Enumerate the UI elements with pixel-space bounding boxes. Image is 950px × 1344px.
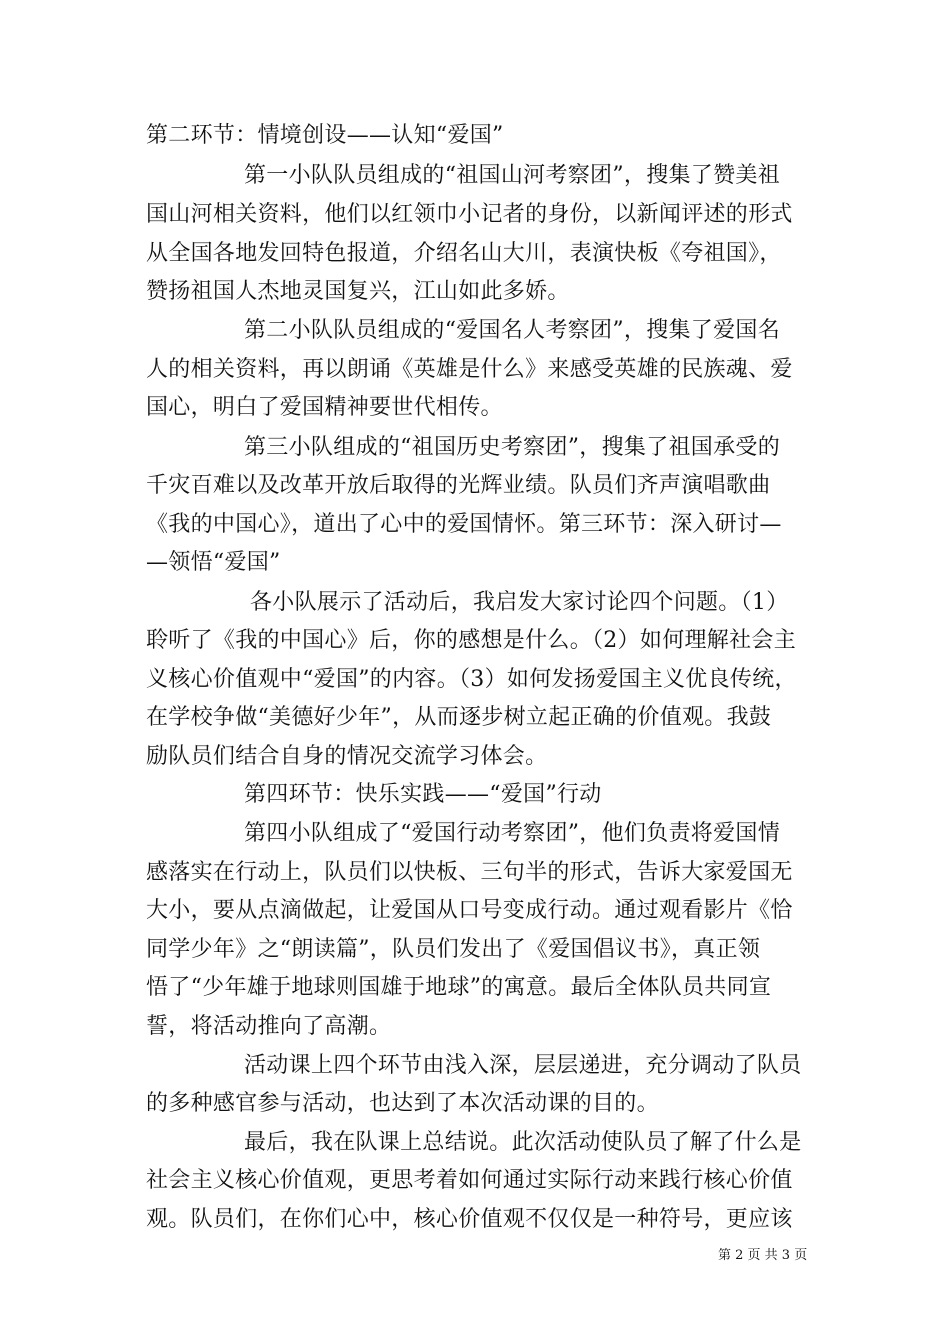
paragraph-line: 赞扬祖国人杰地灵国复兴，江山如此多娇。 xyxy=(146,279,570,304)
paragraph-line: 的多种感官参与活动，也达到了本次活动课的目的。 xyxy=(146,1091,659,1116)
paragraph-line: 最后，我在队课上总结说。此次活动使队员了解了什么是 xyxy=(244,1130,802,1155)
paragraph-line: 誓，将活动推向了高潮。 xyxy=(146,1014,392,1039)
paragraph-line: 《我的中国心》，道出了心中的爱国情怀。第三环节：深入研讨— xyxy=(146,512,782,537)
paragraph-line: 人的相关资料，再以朗诵《英雄是什么》来感受英雄的民族魂、爱 xyxy=(146,357,793,382)
paragraph-line: 活动课上四个环节由浅入深，层层递进，充分调动了队员 xyxy=(244,1053,802,1078)
paragraph-line: 大小，要从点滴做起，让爱国从口号变成行动。通过观看影片《恰 xyxy=(146,898,793,923)
paragraph-line: 第二小队队员组成的“爱国名人考察团”，搜集了爱国名 xyxy=(244,318,780,343)
paragraph-line: 在学校争做“美德好少年”，从而逐步树立起正确的价值观。我鼓 xyxy=(146,705,772,730)
paragraph-line: 从全国各地发回特色报道，介绍名山大川，表演快板《夸祖国》， xyxy=(146,241,782,266)
paragraph-line: 国山河相关资料，他们以红领巾小记者的身份，以新闻评述的形式 xyxy=(146,202,793,227)
paragraph-line: 励队员们结合自身的情况交流学习体会。 xyxy=(146,744,548,769)
page-number: 第 2 页 共 3 页 xyxy=(718,1248,808,1263)
paragraph-line: 社会主义核心价值观，更思考着如何通过实际行动来践行核心价值 xyxy=(146,1168,793,1193)
paragraph-line: 义核心价值观中“爱国”的内容。（3）如何发扬爱国主义优良传统， xyxy=(146,667,797,692)
section-heading-3-continued: —领悟“爱国” xyxy=(146,550,281,575)
paragraph-line: 第三小队组成的“祖国历史考察团”，搜集了祖国承受的 xyxy=(244,435,780,460)
paragraph-line: 千灾百难以及改革开放后取得的光辉业绩。队员们齐声演唱歌曲 xyxy=(146,473,771,498)
section-heading-2: 第二环节：情境创设——认知“爱国” xyxy=(146,123,504,148)
paragraph-line: 第一小队队员组成的“祖国山河考察团”，搜集了赞美祖 xyxy=(244,163,780,188)
paragraph-line: 悟了“少年雄于地球则国雄于地球”的寓意。最后全体队员共同宣 xyxy=(146,975,772,1000)
paragraph-line: 第四小队组成了“爱国行动考察团”，他们负责将爱国情 xyxy=(244,821,780,846)
paragraph-line: 聆听了《我的中国心》后，你的感想是什么。（2）如何理解社会主 xyxy=(146,628,796,653)
paragraph-line: 感落实在行动上，队员们以快板、三句半的形式，告诉大家爱国无 xyxy=(146,860,793,885)
paragraph-line: 国心，明白了爱国精神要世代相传。 xyxy=(146,395,503,420)
paragraph-line: 同学少年》之“朗读篇”，队员们发出了《爱国倡议书》，真正领 xyxy=(146,937,761,962)
paragraph-line: 观。队员们，在你们心中，核心价值观不仅仅是一种符号，更应该 xyxy=(146,1207,793,1232)
paragraph-line: 各小队展示了活动后，我启发大家讨论四个问题。（1） xyxy=(250,590,789,615)
section-heading-4: 第四环节：快乐实践——“爱国”行动 xyxy=(244,782,602,807)
